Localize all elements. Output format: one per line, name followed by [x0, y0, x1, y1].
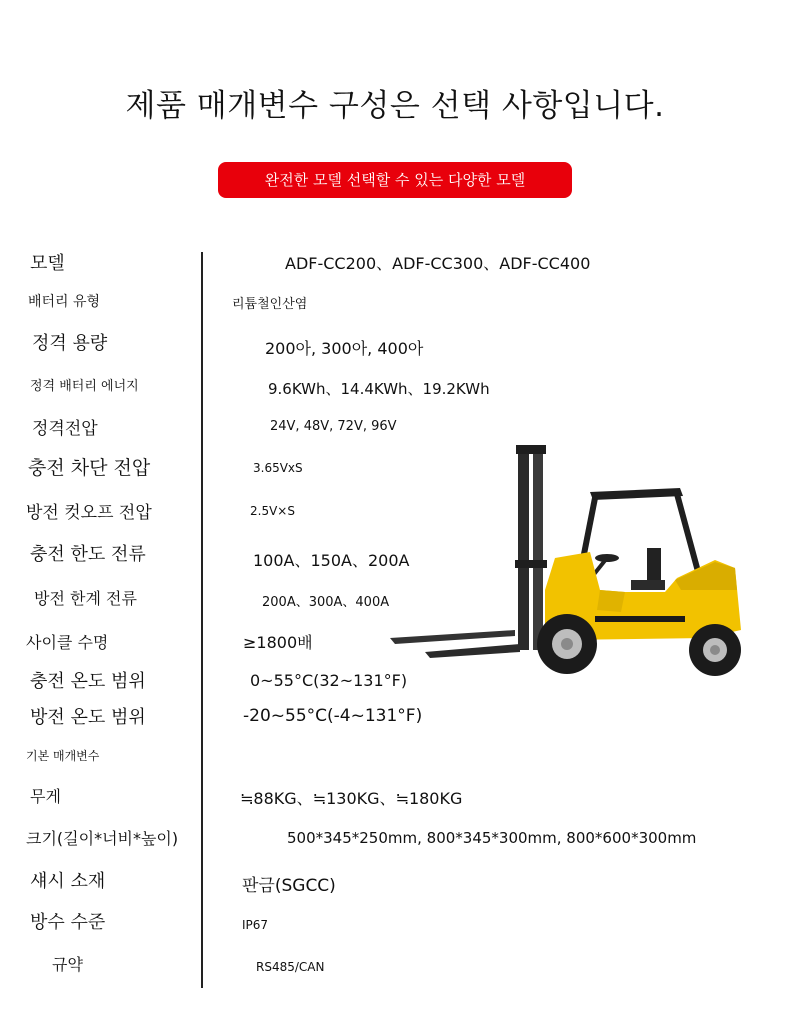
- spec-value: ≥1800배: [243, 633, 313, 652]
- spec-label: 정격전압: [32, 419, 98, 439]
- spec-label: 무게: [30, 787, 61, 806]
- spec-value: 3.65VxS: [253, 461, 303, 475]
- spec-value: 200A、300A、400A: [262, 595, 390, 610]
- spec-label: 섀시 소재: [30, 871, 106, 892]
- spec-value: ≒88KG、≒130KG、≒180KG: [240, 789, 463, 808]
- spec-value: 판금(SGCC): [242, 876, 336, 896]
- spec-section-heading: 기본 매개변수: [26, 749, 100, 763]
- spec-value: ADF-CC200、ADF-CC300、ADF-CC400: [285, 254, 591, 273]
- forklift-icon: [385, 440, 785, 680]
- spec-label: 방전 한계 전류: [34, 589, 137, 608]
- spec-label: 정격 배터리 에너지: [30, 379, 139, 394]
- spec-value: 리튬철인산염: [232, 297, 308, 312]
- spec-label: 충전 한도 전류: [30, 544, 146, 565]
- spec-label: 크기(길이*너비*높이): [26, 829, 179, 848]
- spec-value: 9.6KWh、14.4KWh、19.2KWh: [268, 380, 490, 398]
- column-divider: [201, 252, 203, 988]
- spec-value: IP67: [242, 918, 269, 932]
- spec-value: 0~55°C(32~131°F): [250, 671, 408, 690]
- spec-label: 규약: [52, 955, 83, 974]
- model-badge: 완전한 모델 선택할 수 있는 다양한 모델: [218, 162, 572, 198]
- spec-value: 100A、150A、200A: [253, 551, 410, 570]
- page-title: 제품 매개변수 구성은 선택 사항입니다.: [125, 88, 665, 124]
- spec-label: 사이클 수명: [26, 633, 109, 652]
- spec-label: 충전 차단 전압: [28, 457, 151, 479]
- spec-label: 정격 용량: [32, 333, 108, 354]
- spec-label: 모델: [30, 253, 65, 274]
- spec-label: 방수 수준: [30, 912, 106, 933]
- spec-value: 500*345*250mm, 800*345*300mm, 800*600*300mm: [287, 829, 697, 847]
- spec-value: 24V, 48V, 72V, 96V: [270, 419, 397, 434]
- spec-label: 충전 온도 범위: [30, 671, 146, 692]
- spec-label: 방전 온도 범위: [30, 707, 146, 728]
- spec-label: 방전 컷오프 전압: [26, 503, 152, 523]
- spec-value: -20~55°C(-4~131°F): [243, 706, 423, 726]
- spec-label: 배터리 유형: [28, 294, 101, 310]
- spec-value: 200아, 300아, 400아: [265, 339, 424, 358]
- spec-value: 2.5V×S: [250, 504, 295, 518]
- spec-value: RS485/CAN: [256, 960, 325, 974]
